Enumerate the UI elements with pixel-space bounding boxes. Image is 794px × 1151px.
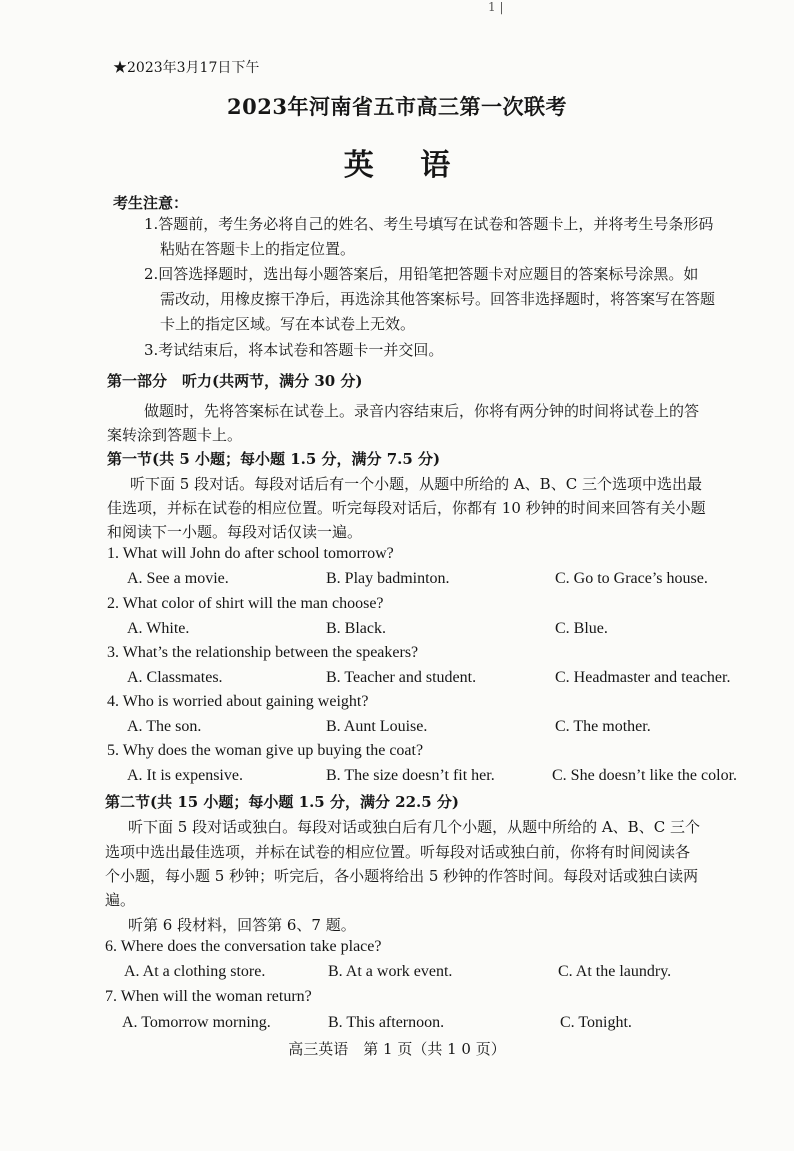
exam-date: ★2023年3月17日下午 (113, 60, 260, 76)
question-4-option-c: C. The mother. (555, 718, 651, 735)
question-2-option-a: A. White. (127, 620, 190, 637)
question-5-option-c: C. She doesn’t like the color. (552, 767, 738, 784)
section-2-heading: 第二节(共 15 小题；每小题 1.5 分，满分 22.5 分) (105, 793, 460, 811)
exam-title: 2023年河南省五市高三第一次联考 (227, 94, 567, 119)
notice-item-1-line-1: 1.答题前，考生务必将自己的姓名、考生号填写在试卷和答题卡上，并将考生号条形码 (144, 215, 714, 233)
question-2-option-c: C. Blue. (555, 620, 608, 637)
question-7-option-b: B. This afternoon. (328, 1014, 445, 1031)
material-6-instruction: 听第 6 段材料，回答第 6、7 题。 (128, 916, 356, 934)
question-6-option-a: A. At a clothing store. (124, 963, 266, 980)
section-1-instruction-line-3: 和阅读下一小题。每段对话仅读一遍。 (107, 523, 363, 541)
part-1-instruction-line-2: 案转涂到答题卡上。 (107, 426, 243, 444)
section-2-instruction-line-2: 选项中选出最佳选项，并标在试卷的相应位置。听每段对话或独白前，你将有时间阅读各 (105, 843, 691, 861)
subject-title: 英 语 (343, 148, 469, 183)
question-2: 2. What color of shirt will the man choose? (107, 595, 384, 612)
question-6-option-b: B. At a work event. (328, 963, 453, 980)
question-5-option-a: A. It is expensive. (127, 767, 243, 784)
section-1-instruction-line-2: 佳选项，并标在试卷的相应位置。听完每段对话后，你都有 10 秒钟的时间来回答有关小题 (107, 499, 706, 517)
question-1-option-a: A. See a movie. (127, 570, 229, 587)
notice-item-2-line-2: 需改动，用橡皮擦干净后，再选涂其他答案标号。回答非选择题时，将答案写在答题 (160, 290, 716, 308)
question-1: 1. What will John do after school tomorrow? (107, 545, 394, 562)
question-5: 5. Why does the woman give up buying the coat? (107, 742, 424, 759)
question-1-option-b: B. Play badminton. (326, 570, 450, 587)
question-3-option-a: A. Classmates. (127, 669, 223, 686)
question-4-option-a: A. The son. (127, 718, 202, 735)
question-4: 4. Who is worried about gaining weight? (107, 693, 369, 710)
question-5-option-b: B. The size doesn’t fit her. (326, 767, 495, 784)
question-3: 3. What’s the relationship between the speakers? (107, 644, 419, 661)
question-6-option-c: C. At the laundry. (558, 963, 672, 980)
question-1-option-c: C. Go to Grace’s house. (555, 570, 708, 587)
notice-item-3: 3.考试结束后，将本试卷和答题卡一并交回。 (144, 341, 444, 359)
question-2-option-b: B. Black. (326, 620, 386, 637)
part-1-heading: 第一部分 听力(共两节，满分 30 分) (107, 372, 363, 390)
question-7-option-c: C. Tonight. (560, 1014, 632, 1031)
page-footer: 高三英语 第 1 页（共 1 0 页） (288, 1040, 506, 1058)
notice-item-1-line-2: 粘贴在答题卡上的指定位置。 (160, 240, 356, 258)
section-2-instruction-line-4: 遍。 (105, 891, 136, 909)
section-2-instruction-line-3: 个小题，每小题 5 秒钟；听完后，各小题将给出 5 秒钟的作答时间。每段对话或独白读两 (105, 867, 699, 885)
top-mark: 1 | (488, 0, 504, 14)
section-1-instruction-line-1: 听下面 5 段对话。每段对话后有一个小题，从题中所给的 A、B、C 三个选项中选出最 (130, 475, 702, 493)
section-1-heading: 第一节(共 5 小题；每小题 1.5 分，满分 7.5 分) (107, 450, 441, 468)
question-3-option-c: C. Headmaster and teacher. (555, 669, 731, 686)
question-3-option-b: B. Teacher and student. (326, 669, 477, 686)
question-7-option-a: A. Tomorrow morning. (122, 1014, 271, 1031)
notice-item-2-line-1: 2.回答选择题时，选出每小题答案后，用铅笔把答题卡对应题目的答案标号涂黑。如 (144, 265, 699, 283)
question-7: 7. When will the woman return? (105, 988, 312, 1005)
question-4-option-b: B. Aunt Louise. (326, 718, 428, 735)
notice-item-2-line-3: 卡上的指定区域。写在本试卷上无效。 (160, 315, 416, 333)
section-2-instruction-line-1: 听下面 5 段对话或独白。每段对话或独白后有几个小题，从题中所给的 A、B、C 三个 (128, 818, 700, 836)
part-1-instruction-line-1: 做题时，先将答案标在试卷上。录音内容结束后，你将有两分钟的时间将试卷上的答 (144, 402, 700, 420)
notice-heading: 考生注意： (113, 194, 189, 212)
question-6: 6. Where does the conversation take place? (105, 938, 382, 955)
